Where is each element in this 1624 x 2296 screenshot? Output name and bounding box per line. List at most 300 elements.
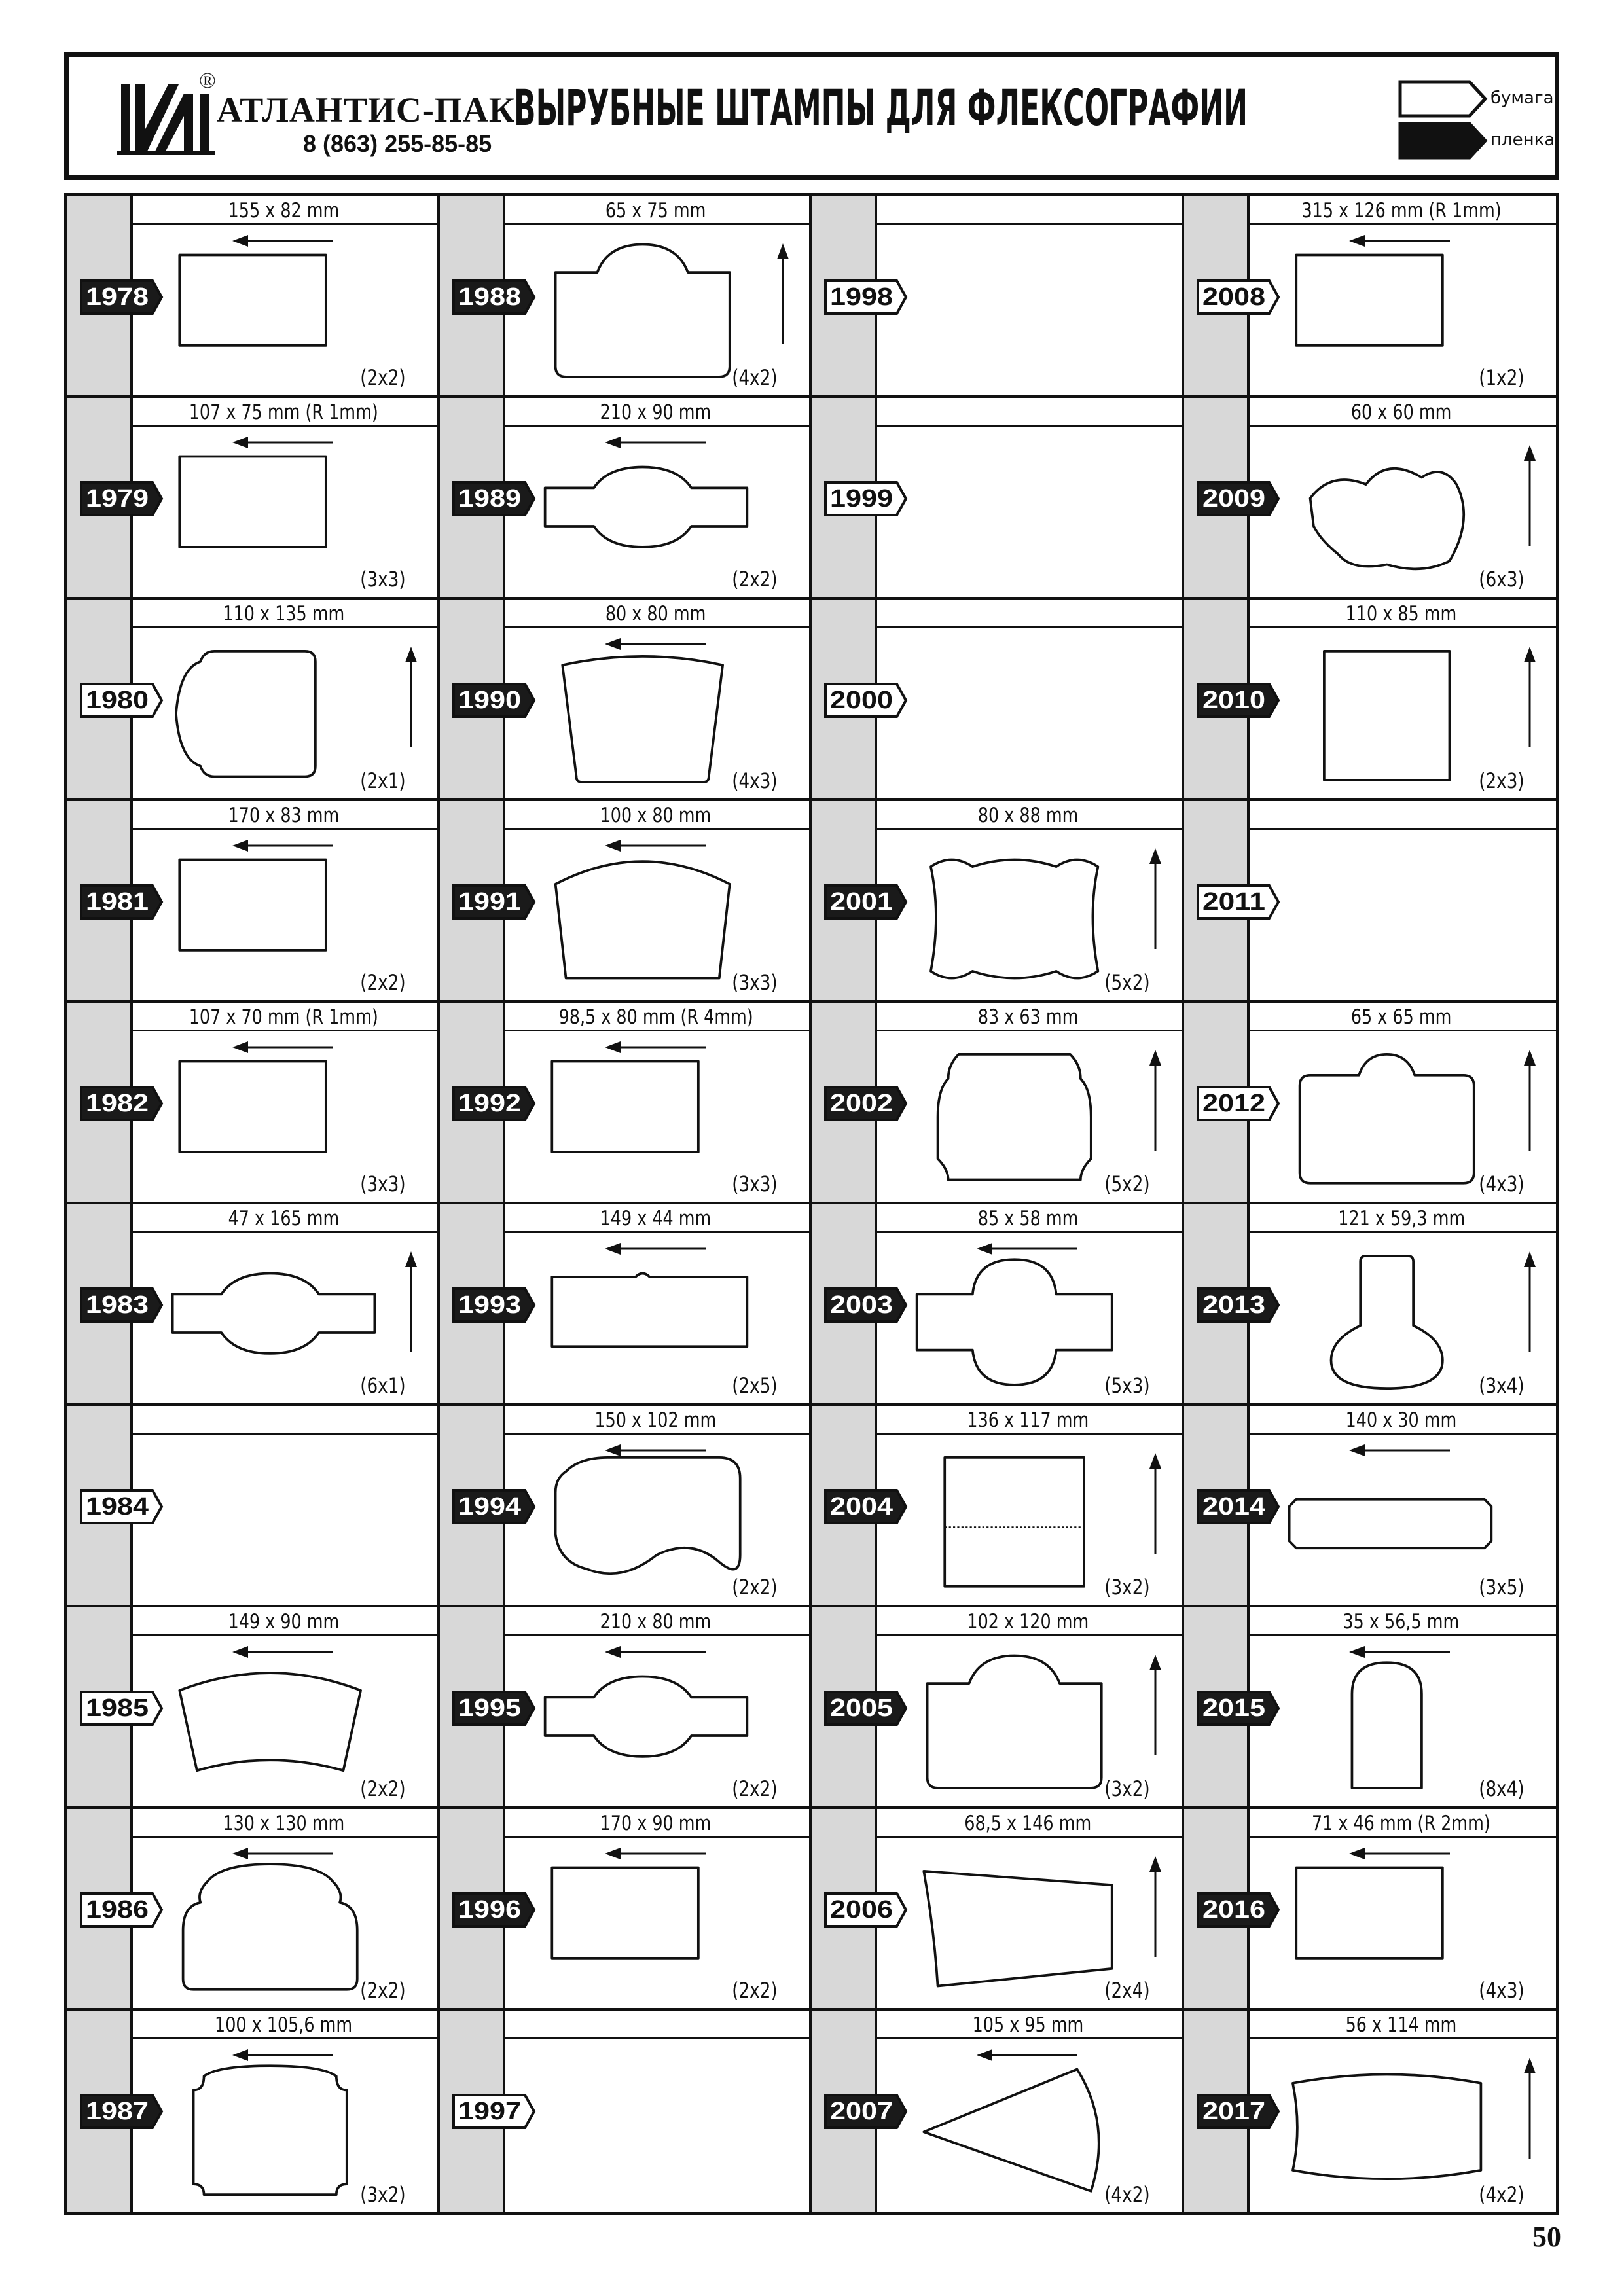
paper-legend-icon xyxy=(1398,79,1489,118)
stamp-cell xyxy=(812,801,1184,1003)
feed-direction-up-arrow-icon xyxy=(1147,1049,1163,1153)
stamp-size-label xyxy=(1247,1003,1557,1031)
die-cut-outline xyxy=(555,861,729,978)
die-cut-outline xyxy=(194,2066,347,2195)
die-cut-outline xyxy=(1289,1499,1491,1549)
stamp-size-label xyxy=(130,2011,437,2039)
registered-mark: ® xyxy=(199,69,216,93)
print-layout-label: (2x2) xyxy=(360,1776,406,1801)
company-name: АТЛАНТИС-ПАК xyxy=(217,90,515,130)
stamp-cell xyxy=(812,1003,1184,1204)
stamp-id: 2016 xyxy=(1202,1896,1265,1924)
stamp-id: 2006 xyxy=(830,1896,893,1924)
stamp-size-label xyxy=(1247,801,1557,830)
stamp-id: 1998 xyxy=(830,283,893,311)
die-cut-shape-icon xyxy=(538,846,754,992)
print-layout-label: (6x3) xyxy=(1479,567,1525,592)
stamp-cell xyxy=(812,1406,1184,1607)
print-layout-label: (2x2) xyxy=(360,365,406,390)
die-cut-shape-icon xyxy=(910,1854,1126,2000)
stamp-id-tag xyxy=(823,1287,909,1323)
stamp-cell xyxy=(1184,801,1557,1003)
die-cut-shape-icon xyxy=(910,1450,1126,1597)
stamp-cell xyxy=(440,1003,812,1204)
stamp-cell xyxy=(812,196,1184,398)
stamp-size-label xyxy=(130,1406,437,1435)
feed-direction-left-arrow-icon xyxy=(231,2047,336,2063)
die-cut-shape-icon xyxy=(538,1047,754,1194)
stamp-id: 1988 xyxy=(458,283,521,311)
print-layout-label: (2x2) xyxy=(732,1978,778,2003)
die-cut-shape-icon xyxy=(166,442,382,589)
stamp-id-tag xyxy=(79,1690,164,1727)
die-cut-shape-icon xyxy=(538,1854,754,2000)
stamp-size-text: 47 x 165 mm xyxy=(228,1207,340,1230)
stamp-cell xyxy=(67,1607,440,1809)
stamp-size-label xyxy=(503,1204,810,1233)
stamp-size-text: 65 x 65 mm xyxy=(1350,1005,1452,1029)
stamp-id: 1990 xyxy=(458,687,521,714)
print-layout-label: (2x3) xyxy=(1479,768,1525,793)
stamp-id-tag xyxy=(1196,1488,1281,1525)
feed-direction-left-arrow-icon xyxy=(604,1443,708,1458)
die-cut-outline xyxy=(179,1062,326,1152)
stamp-size-text: 110 x 85 mm xyxy=(1345,602,1457,626)
stamp-size-text: 210 x 80 mm xyxy=(600,1610,712,1634)
die-cut-shape-icon xyxy=(1282,1652,1498,1799)
die-cut-outline xyxy=(552,1868,698,1958)
die-cut-shape-icon xyxy=(1282,1450,1498,1597)
feed-direction-up-arrow-icon xyxy=(1522,645,1538,750)
die-cut-outline xyxy=(562,656,723,782)
die-cut-shape-icon xyxy=(1282,1047,1498,1194)
stamp-size-label xyxy=(503,398,810,427)
stamp-cell xyxy=(67,1204,440,1406)
stamp-size-text: 68,5 x 146 mm xyxy=(964,1812,1092,1835)
feed-direction-left-arrow-icon xyxy=(604,838,708,853)
cell-content-area xyxy=(130,1406,437,1605)
page-title: ВЫРУБНЫЕ ШТАМПЫ ДЛЯ ФЛЕКСОГРАФИИ xyxy=(514,79,1248,137)
legend-paper-label: бумага xyxy=(1490,88,1554,108)
stamp-id: 1995 xyxy=(458,1695,521,1722)
stamp-id: 1997 xyxy=(458,2098,521,2125)
stamp-id: 2008 xyxy=(1202,283,1265,311)
feed-direction-up-arrow-icon xyxy=(1522,1250,1538,1355)
stamp-size-text: 170 x 83 mm xyxy=(228,804,340,827)
die-cut-outline xyxy=(928,1656,1102,1788)
stamp-cell xyxy=(812,398,1184,600)
stamp-id: 1980 xyxy=(86,687,149,714)
stamp-id-tag xyxy=(452,1085,537,1122)
stamp-id: 1986 xyxy=(86,1896,149,1924)
print-layout-label: (5x3) xyxy=(1104,1373,1150,1398)
feed-direction-up-arrow-icon xyxy=(1147,1653,1163,1758)
stamp-cell xyxy=(1184,600,1557,801)
die-cut-outline xyxy=(924,1871,1111,1986)
feed-direction-left-arrow-icon xyxy=(231,435,336,450)
stamp-id: 1981 xyxy=(86,888,149,916)
stamp-size-text: 121 x 59,3 mm xyxy=(1337,1207,1465,1230)
cell-content-area xyxy=(875,600,1182,798)
stamp-size-label xyxy=(1247,600,1557,628)
stamp-id-tag xyxy=(79,1287,164,1323)
stamp-id-tag xyxy=(79,480,164,517)
stamp-size-text: 107 x 70 mm (R 1mm) xyxy=(189,1005,378,1029)
stamp-cell xyxy=(67,1003,440,1204)
die-cut-shape-icon xyxy=(166,1652,382,1799)
stamp-id-tag xyxy=(452,884,537,920)
die-cut-shape-icon xyxy=(538,1652,754,1799)
print-layout-label: (4x2) xyxy=(732,365,778,390)
print-layout-label: (3x4) xyxy=(1479,1373,1525,1398)
stamp-id-tag xyxy=(452,279,537,315)
print-layout-label: (5x2) xyxy=(1104,970,1150,995)
stamp-size-text: 102 x 120 mm xyxy=(967,1610,1089,1634)
stamp-size-label xyxy=(875,600,1182,628)
die-cut-shape-icon xyxy=(910,1047,1126,1194)
stamp-id: 2005 xyxy=(830,1695,893,1722)
print-layout-label: (2x2) xyxy=(732,1575,778,1600)
stamp-size-text: 35 x 56,5 mm xyxy=(1343,1610,1460,1634)
stamp-id: 1984 xyxy=(86,1493,149,1520)
print-layout-label: (6x1) xyxy=(360,1373,406,1398)
stamp-size-text: 110 x 135 mm xyxy=(223,602,345,626)
stamp-cell xyxy=(440,1809,812,2011)
die-cut-shape-icon xyxy=(1282,442,1498,589)
stamp-size-text: 85 x 58 mm xyxy=(977,1207,1078,1230)
die-cut-outline xyxy=(1299,1054,1473,1183)
company-phone: 8 (863) 255-85-85 xyxy=(303,130,492,157)
stamp-id: 2003 xyxy=(830,1291,893,1319)
feed-direction-left-arrow-icon xyxy=(604,1039,708,1055)
stamp-id: 2012 xyxy=(1202,1090,1265,1117)
stamp-size-text: 60 x 60 mm xyxy=(1350,401,1452,424)
stamp-size-label xyxy=(130,1607,437,1636)
stamp-cell xyxy=(440,801,812,1003)
print-layout-label: (3x3) xyxy=(360,1172,406,1196)
stamp-id: 2004 xyxy=(830,1493,893,1520)
die-cut-outline xyxy=(552,1062,698,1152)
die-cut-shape-icon xyxy=(166,2055,382,2202)
stamp-id-tag xyxy=(1196,480,1281,517)
stamp-cell xyxy=(67,1809,440,2011)
stamp-id-tag xyxy=(1196,1287,1281,1323)
print-layout-label: (1x2) xyxy=(1479,365,1525,390)
die-cut-shape-icon xyxy=(166,1047,382,1194)
feed-direction-up-arrow-icon xyxy=(1522,2056,1538,2161)
stamp-cell xyxy=(440,398,812,600)
stamp-id: 1992 xyxy=(458,1090,521,1117)
stamp-size-label xyxy=(1247,1607,1557,1636)
stamp-cell xyxy=(1184,1406,1557,1607)
die-cut-outline xyxy=(555,1458,740,1573)
stamp-size-text: 130 x 130 mm xyxy=(223,1812,345,1835)
stamp-size-text: 315 x 126 mm (R 1mm) xyxy=(1301,199,1502,223)
stamp-cell xyxy=(67,600,440,801)
stamp-size-label xyxy=(130,196,437,225)
stamp-size-text: 80 x 88 mm xyxy=(977,804,1078,827)
print-layout-label: (2x4) xyxy=(1104,1978,1150,2003)
die-cut-shape-icon xyxy=(910,846,1126,992)
cell-content-area xyxy=(1247,801,1557,1000)
die-cut-shape-icon xyxy=(910,1249,1126,1395)
stamp-id: 1983 xyxy=(86,1291,149,1319)
die-cut-shape-icon xyxy=(1282,2055,1498,2202)
stamp-id-tag xyxy=(823,480,909,517)
stamp-size-label xyxy=(875,196,1182,225)
stamp-id-tag xyxy=(452,480,537,517)
stamp-id: 2013 xyxy=(1202,1291,1265,1319)
die-cut-shape-icon xyxy=(166,241,382,387)
stamp-size-label xyxy=(130,398,437,427)
stamp-size-text: 170 x 90 mm xyxy=(600,1812,712,1835)
stamp-size-label xyxy=(130,1204,437,1233)
die-cut-outline xyxy=(179,860,326,950)
stamp-id: 1979 xyxy=(86,485,149,512)
page-header xyxy=(64,52,1559,180)
feed-direction-up-arrow-icon xyxy=(1522,444,1538,548)
stamp-size-label xyxy=(1247,2011,1557,2039)
print-layout-label: (2x2) xyxy=(732,567,778,592)
die-cut-outline xyxy=(179,1673,361,1770)
feed-direction-left-arrow-icon xyxy=(604,636,708,652)
stamp-id-tag xyxy=(823,2093,909,2130)
stamp-size-label xyxy=(875,1003,1182,1031)
stamp-cell xyxy=(812,1607,1184,1809)
stamp-size-label xyxy=(503,600,810,628)
stamp-size-label xyxy=(503,1809,810,1838)
stamp-size-label xyxy=(503,2011,810,2039)
die-cut-outline xyxy=(924,2070,1098,2191)
stamp-size-label xyxy=(875,2011,1182,2039)
stamp-cell xyxy=(812,1809,1184,2011)
stamp-id-tag xyxy=(823,1892,909,1928)
feed-direction-up-arrow-icon xyxy=(403,645,419,750)
stamp-cell xyxy=(812,1204,1184,1406)
feed-direction-up-arrow-icon xyxy=(1147,1855,1163,1960)
stamp-size-label xyxy=(130,801,437,830)
die-cut-shape-icon xyxy=(538,1249,754,1395)
die-cut-outline xyxy=(938,1054,1091,1180)
stamp-cell xyxy=(1184,1607,1557,1809)
stamp-cell xyxy=(440,1607,812,1809)
stamp-id: 2000 xyxy=(830,687,893,714)
feed-direction-up-arrow-icon xyxy=(1147,847,1163,952)
stamp-cell xyxy=(67,1406,440,1607)
feed-direction-left-arrow-icon xyxy=(604,1241,708,1257)
stamp-size-text: 149 x 44 mm xyxy=(600,1207,712,1230)
feed-direction-up-arrow-icon xyxy=(1147,1452,1163,1556)
stamp-size-label xyxy=(1247,1204,1557,1233)
stamp-size-text: 80 x 80 mm xyxy=(605,602,706,626)
feed-direction-up-arrow-icon xyxy=(1522,1049,1538,1153)
stamp-size-text: 83 x 63 mm xyxy=(977,1005,1078,1029)
die-cut-outline xyxy=(183,1864,357,1990)
stamp-id: 2010 xyxy=(1202,687,1265,714)
feed-direction-left-arrow-icon xyxy=(1348,1443,1453,1458)
stamp-size-label xyxy=(875,801,1182,830)
stamp-size-label xyxy=(130,600,437,628)
stamp-id-tag xyxy=(1196,279,1281,315)
print-layout-label: (2x2) xyxy=(360,1978,406,2003)
stamp-cell xyxy=(440,196,812,398)
stamp-size-text: 71 x 46 mm (R 2mm) xyxy=(1312,1812,1491,1835)
stamp-size-label xyxy=(130,1809,437,1838)
feed-direction-left-arrow-icon xyxy=(231,233,336,249)
stamp-cell xyxy=(440,2011,812,2212)
page-number: 50 xyxy=(1532,2221,1561,2253)
cell-content-area xyxy=(503,2011,810,2212)
feed-direction-left-arrow-icon xyxy=(1348,233,1453,249)
stamp-id-tag xyxy=(79,2093,164,2130)
stamp-id: 2011 xyxy=(1202,888,1265,916)
print-layout-label: (3x2) xyxy=(360,2182,406,2207)
stamp-id-tag xyxy=(79,884,164,920)
stamp-id-tag xyxy=(823,279,909,315)
die-cut-outline xyxy=(552,1273,747,1346)
stamp-id: 2007 xyxy=(830,2098,893,2125)
feed-direction-left-arrow-icon xyxy=(975,1241,1080,1257)
stamp-size-label xyxy=(1247,1809,1557,1838)
print-layout-label: (3x2) xyxy=(1104,1575,1150,1600)
cell-content-area xyxy=(875,196,1182,395)
stamp-id: 2017 xyxy=(1202,2098,1265,2125)
die-cut-outline xyxy=(1310,469,1464,569)
print-layout-label: (2x1) xyxy=(360,768,406,793)
stamp-size-text: 65 x 75 mm xyxy=(605,199,706,223)
film-legend-icon xyxy=(1398,121,1489,160)
stamp-id-tag xyxy=(823,682,909,719)
die-cut-outline xyxy=(1331,1256,1442,1388)
stamp-id-tag xyxy=(823,1488,909,1525)
feed-direction-up-arrow-icon xyxy=(403,1250,419,1355)
die-cut-shape-icon xyxy=(1282,241,1498,387)
stamp-cell xyxy=(1184,1003,1557,1204)
stamp-size-label xyxy=(875,1406,1182,1435)
stamp-id-tag xyxy=(452,1690,537,1727)
stamp-cell xyxy=(67,801,440,1003)
feed-direction-left-arrow-icon xyxy=(604,1644,708,1660)
stamp-size-text: 105 x 95 mm xyxy=(972,2013,1084,2037)
die-cut-outline xyxy=(1296,255,1443,346)
die-cut-shape-icon xyxy=(910,1652,1126,1799)
stamp-size-label xyxy=(1247,196,1557,225)
print-layout-label: (2x5) xyxy=(732,1373,778,1398)
stamp-id: 2002 xyxy=(830,1090,893,1117)
stamp-cell xyxy=(1184,2011,1557,2212)
stamp-size-label xyxy=(503,1406,810,1435)
stamp-size-text: 155 x 82 mm xyxy=(228,199,340,223)
stamp-id-tag xyxy=(79,1892,164,1928)
stamp-id: 2009 xyxy=(1202,485,1265,512)
stamp-size-text: 56 x 114 mm xyxy=(1345,2013,1457,2037)
stamp-size-label xyxy=(875,398,1182,427)
stamp-catalog-grid xyxy=(64,193,1559,2215)
die-cut-outline xyxy=(179,457,326,547)
stamp-size-label xyxy=(503,1003,810,1031)
legend-film-label: пленка xyxy=(1490,130,1555,150)
stamp-id: 1991 xyxy=(458,888,521,916)
stamp-id-tag xyxy=(823,884,909,920)
stamp-size-text: 210 x 90 mm xyxy=(600,401,712,424)
die-cut-outline xyxy=(545,467,747,547)
stamp-size-text: 150 x 102 mm xyxy=(594,1408,717,1432)
stamp-size-text: 136 x 117 mm xyxy=(967,1408,1089,1432)
stamp-id-tag xyxy=(79,682,164,719)
stamp-id: 1999 xyxy=(830,485,893,512)
feed-direction-left-arrow-icon xyxy=(231,1846,336,1861)
die-cut-outline xyxy=(1296,1868,1443,1958)
feed-direction-left-arrow-icon xyxy=(1348,1644,1453,1660)
feed-direction-left-arrow-icon xyxy=(604,1846,708,1861)
stamp-id-tag xyxy=(79,279,164,315)
die-cut-outline xyxy=(176,651,316,777)
stamp-id-tag xyxy=(1196,2093,1281,2130)
stamp-id-tag xyxy=(79,1488,164,1525)
die-cut-outline xyxy=(945,1458,1084,1587)
stamp-size-label xyxy=(875,1204,1182,1233)
material-legend xyxy=(1398,77,1555,165)
stamp-size-label xyxy=(1247,398,1557,427)
print-layout-label: (8x4) xyxy=(1479,1776,1525,1801)
stamp-id: 1987 xyxy=(86,2098,149,2125)
die-cut-outline xyxy=(173,1273,375,1353)
stamp-id-tag xyxy=(452,1892,537,1928)
print-layout-label: (3x3) xyxy=(360,567,406,592)
print-layout-label: (4x3) xyxy=(732,768,778,793)
die-cut-shape-icon xyxy=(166,1249,382,1395)
print-layout-label: (4x2) xyxy=(1104,2182,1150,2207)
die-cut-shape-icon xyxy=(538,1450,754,1597)
stamp-id-tag xyxy=(452,1287,537,1323)
stamp-id-tag xyxy=(79,1085,164,1122)
stamp-cell xyxy=(440,600,812,801)
stamp-cell xyxy=(67,398,440,600)
stamp-cell xyxy=(440,1204,812,1406)
stamp-size-label xyxy=(503,196,810,225)
die-cut-shape-icon xyxy=(538,644,754,791)
stamp-id: 1985 xyxy=(86,1695,149,1722)
stamp-id-tag xyxy=(823,1690,909,1727)
stamp-id: 2001 xyxy=(830,888,893,916)
stamp-id: 1989 xyxy=(458,485,521,512)
die-cut-shape-icon xyxy=(538,241,754,387)
stamp-id: 1996 xyxy=(458,1896,521,1924)
stamp-id-tag xyxy=(1196,884,1281,920)
stamp-size-label xyxy=(503,801,810,830)
stamp-size-text: 98,5 x 80 mm (R 4mm) xyxy=(558,1005,753,1029)
die-cut-shape-icon xyxy=(1282,1854,1498,2000)
die-cut-outline xyxy=(555,245,729,377)
die-cut-shape-icon xyxy=(910,2055,1126,2202)
stamp-id: 2015 xyxy=(1202,1695,1265,1722)
die-cut-shape-icon xyxy=(538,442,754,589)
stamp-cell xyxy=(812,2011,1184,2212)
print-layout-label: (3x2) xyxy=(1104,1776,1150,1801)
print-layout-label: (4x3) xyxy=(1479,1978,1525,2003)
stamp-cell xyxy=(67,196,440,398)
print-layout-label: (5x2) xyxy=(1104,1172,1150,1196)
die-cut-shape-icon xyxy=(166,1854,382,2000)
stamp-id: 1993 xyxy=(458,1291,521,1319)
die-cut-outline xyxy=(545,1676,747,1756)
print-layout-label: (4x2) xyxy=(1479,2182,1525,2207)
die-cut-outline xyxy=(917,1259,1112,1385)
die-cut-outline xyxy=(1324,651,1449,780)
stamp-cell xyxy=(812,600,1184,801)
feed-direction-left-arrow-icon xyxy=(231,1039,336,1055)
stamp-id-tag xyxy=(823,1085,909,1122)
